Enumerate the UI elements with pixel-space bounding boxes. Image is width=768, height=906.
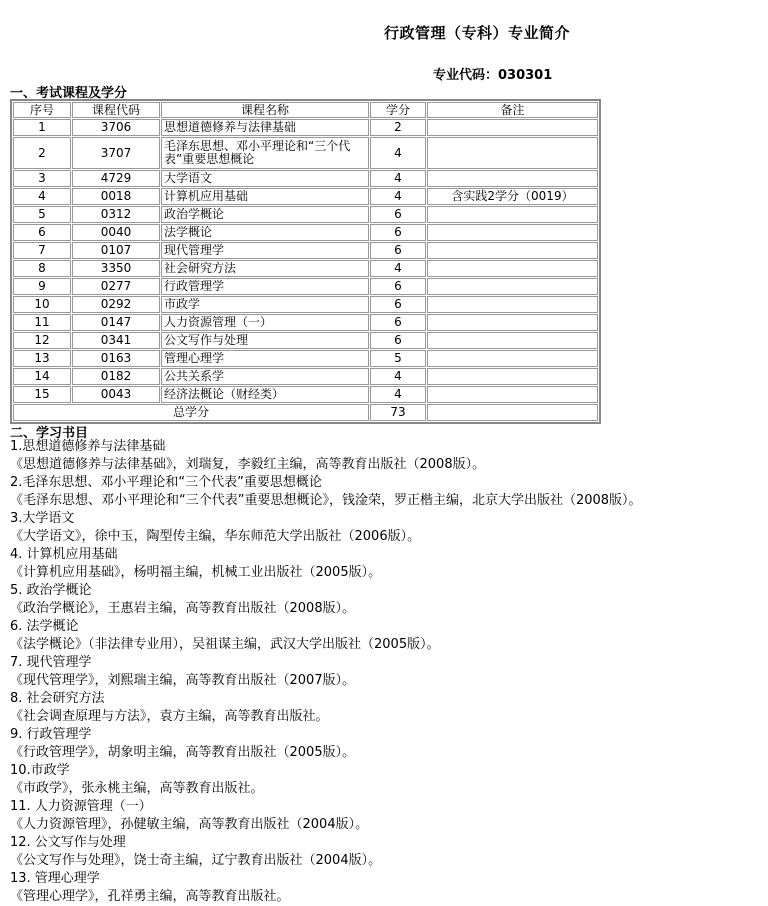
course-credits: 6 <box>370 224 426 241</box>
course-no: 3 <box>13 170 71 187</box>
book-subject: 9. 行政管理学 <box>10 727 92 742</box>
table-row <box>13 188 598 205</box>
course-credits: 4 <box>370 137 426 169</box>
course-note: 含实践2学分（0019） <box>427 188 598 205</box>
book-subject: 13. 管理心理学 <box>10 871 100 886</box>
book-subject: 3.大学语文 <box>10 511 75 526</box>
course-no: 2 <box>13 137 71 169</box>
course-code: 0040 <box>72 224 160 241</box>
course-rows <box>13 119 598 403</box>
course-code: 0043 <box>72 386 160 403</box>
section2-heading: 二、学习书目 <box>10 426 89 441</box>
course-code: 0018 <box>72 188 160 205</box>
table-row <box>13 170 598 187</box>
table-header-row <box>13 102 598 118</box>
table-row <box>13 242 598 259</box>
course-no: 1 <box>13 119 71 136</box>
course-name: 法学概论 <box>161 224 369 241</box>
major-code: 专业代码：030301 <box>433 68 553 83</box>
course-no: 12 <box>13 332 71 349</box>
header-no: 序号 <box>13 102 71 118</box>
course-note <box>427 119 598 136</box>
course-name: 毛泽东思想、邓小平理论和“三个代表”重要思想概论 <box>161 137 369 169</box>
course-credits: 4 <box>370 368 426 385</box>
course-name: 大学语文 <box>161 170 369 187</box>
book-subject: 8. 社会研究方法 <box>10 691 105 706</box>
course-code: 4729 <box>72 170 160 187</box>
book-reference: 《行政管理学》，胡象明主编，高等教育出版社（2005版）。 <box>10 745 356 760</box>
book-reference: 《法学概论》（非法律专业用），吴祖谋主编，武汉大学出版社（2005版）。 <box>10 637 440 652</box>
book-subject: 6. 法学概论 <box>10 619 79 634</box>
table-row <box>13 386 598 403</box>
course-code: 3350 <box>72 260 160 277</box>
course-code: 3707 <box>72 137 160 169</box>
course-no: 4 <box>13 188 71 205</box>
course-no: 15 <box>13 386 71 403</box>
table-row <box>13 278 598 295</box>
book-reference: 《毛泽东思想、邓小平理论和“三个代表”重要思想概论》，钱淦荣，罗正楷主编，北京大学出版社（2008版）。 <box>10 493 642 508</box>
book-list <box>10 438 768 906</box>
course-credits: 4 <box>370 170 426 187</box>
course-code: 0163 <box>72 350 160 367</box>
course-code: 0292 <box>72 296 160 313</box>
course-name: 人力资源管理（一） <box>161 314 369 331</box>
book-subject: 10.市政学 <box>10 763 70 778</box>
course-name: 思想道德修养与法律基础 <box>161 119 369 136</box>
course-code: 0182 <box>72 368 160 385</box>
course-name: 现代管理学 <box>161 242 369 259</box>
total-note <box>427 404 598 421</box>
course-credits: 2 <box>370 119 426 136</box>
book-reference: 《现代管理学》，刘熙瑞主编，高等教育出版社（2007版）。 <box>10 673 356 688</box>
course-credits: 6 <box>370 278 426 295</box>
course-name: 公共关系学 <box>161 368 369 385</box>
course-no: 7 <box>13 242 71 259</box>
course-credits: 6 <box>370 206 426 223</box>
course-name: 市政学 <box>161 296 369 313</box>
course-credits: 6 <box>370 332 426 349</box>
table-row <box>13 137 598 169</box>
book-subject: 12. 公文写作与处理 <box>10 835 126 850</box>
book-reference: 《大学语文》，徐中玉，陶型传主编，华东师范大学出版社（2006版）。 <box>10 529 421 544</box>
course-name: 公文写作与处理 <box>161 332 369 349</box>
table-row <box>13 332 598 349</box>
course-note <box>427 350 598 367</box>
course-credits: 4 <box>370 260 426 277</box>
header-credits: 学分 <box>370 102 426 118</box>
course-no: 11 <box>13 314 71 331</box>
course-code: 0341 <box>72 332 160 349</box>
total-label: 总学分 <box>13 404 369 421</box>
header-code: 课程代码 <box>72 102 160 118</box>
course-note <box>427 170 598 187</box>
book-reference: 《计算机应用基础》，杨明福主编，机械工业出版社（2005版）。 <box>10 565 382 580</box>
course-note <box>427 386 598 403</box>
course-note <box>427 368 598 385</box>
table-row <box>13 206 598 223</box>
course-note <box>427 260 598 277</box>
book-reference: 《管理心理学》，孔祥勇主编，高等教育出版社。 <box>10 889 290 904</box>
book-reference: 《市政学》，张永桃主编，高等教育出版社。 <box>10 781 264 796</box>
course-no: 8 <box>13 260 71 277</box>
table-row <box>13 224 598 241</box>
table-row <box>13 350 598 367</box>
book-reference: 《公文写作与处理》，饶士奇主编，辽宁教育出版社（2004版）。 <box>10 853 382 868</box>
course-note <box>427 242 598 259</box>
course-note <box>427 332 598 349</box>
course-note <box>427 314 598 331</box>
course-name: 社会研究方法 <box>161 260 369 277</box>
book-subject: 2.毛泽东思想、邓小平理论和“三个代表”重要思想概论 <box>10 475 322 490</box>
table-row <box>13 260 598 277</box>
course-note <box>427 278 598 295</box>
book-subject: 4. 计算机应用基础 <box>10 547 118 562</box>
course-name: 经济法概论（财经类） <box>161 386 369 403</box>
course-no: 10 <box>13 296 71 313</box>
table-row <box>13 314 598 331</box>
total-value: 73 <box>370 404 426 421</box>
header-note: 备注 <box>427 102 598 118</box>
total-row <box>13 404 598 421</box>
course-no: 14 <box>13 368 71 385</box>
table-row <box>13 368 598 385</box>
book-subject: 7. 现代管理学 <box>10 655 92 670</box>
course-credits: 5 <box>370 350 426 367</box>
course-name: 管理心理学 <box>161 350 369 367</box>
course-note <box>427 206 598 223</box>
course-code: 0147 <box>72 314 160 331</box>
course-note <box>427 137 598 169</box>
book-subject: 5. 政治学概论 <box>10 583 92 598</box>
course-no: 9 <box>13 278 71 295</box>
course-note <box>427 224 598 241</box>
courses-table <box>10 99 601 424</box>
header-name: 课程名称 <box>161 102 369 118</box>
book-reference: 《人力资源管理》，孙健敏主编，高等教育出版社（2004版）。 <box>10 817 369 832</box>
course-name: 行政管理学 <box>161 278 369 295</box>
course-code: 3706 <box>72 119 160 136</box>
course-no: 5 <box>13 206 71 223</box>
page-title: 行政管理（专科）专业简介 <box>384 24 571 42</box>
book-reference: 《社会调查原理与方法》，袁方主编，高等教育出版社。 <box>10 709 329 724</box>
book-reference: 《政治学概论》，王惠岩主编，高等教育出版社（2008版）。 <box>10 601 356 616</box>
course-name: 政治学概论 <box>161 206 369 223</box>
section1-heading: 一、考试课程及学分 <box>10 86 128 101</box>
course-note <box>427 296 598 313</box>
course-credits: 4 <box>370 386 426 403</box>
course-code: 0277 <box>72 278 160 295</box>
book-subject: 11. 人力资源管理（一） <box>10 799 152 814</box>
course-no: 6 <box>13 224 71 241</box>
course-no: 13 <box>13 350 71 367</box>
table-row <box>13 119 598 136</box>
course-name: 计算机应用基础 <box>161 188 369 205</box>
book-reference: 《思想道德修养与法律基础》，刘瑞复，李毅红主编，高等教育出版社（2008版）。 <box>10 457 486 472</box>
table-row <box>13 296 598 313</box>
course-credits: 4 <box>370 188 426 205</box>
course-code: 0312 <box>72 206 160 223</box>
book-subject: 1.思想道德修养与法律基础 <box>10 439 166 454</box>
course-credits: 6 <box>370 242 426 259</box>
course-code: 0107 <box>72 242 160 259</box>
course-credits: 6 <box>370 296 426 313</box>
course-credits: 6 <box>370 314 426 331</box>
